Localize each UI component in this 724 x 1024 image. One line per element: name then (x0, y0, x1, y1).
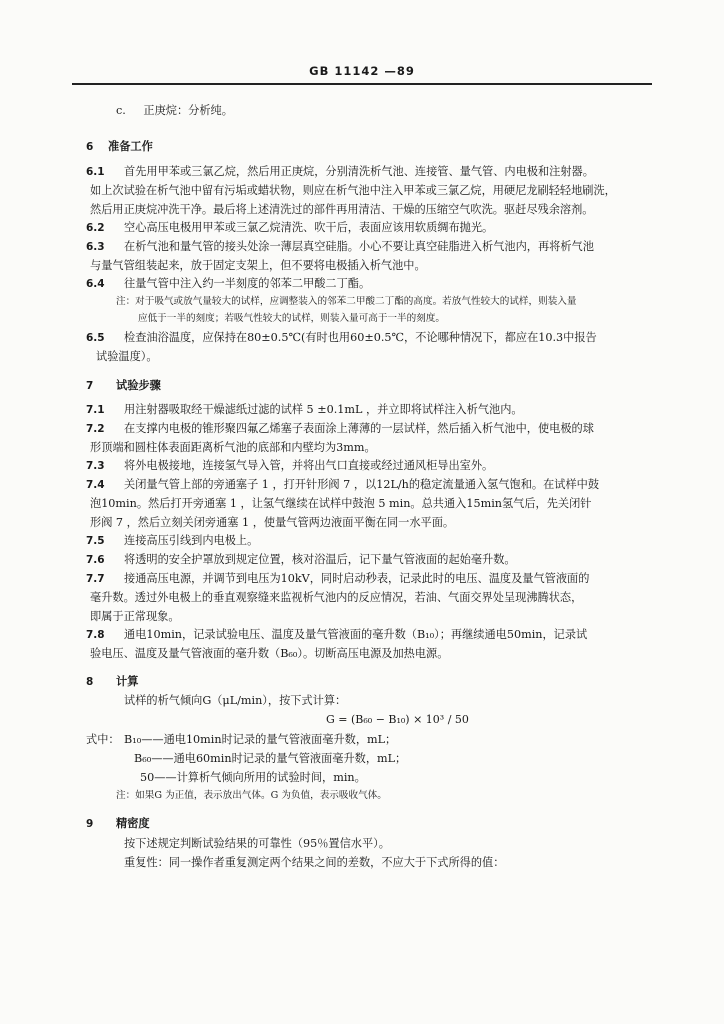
paragraph-line: 在析气池和量气管的接头处涂一薄层真空硅脂。小心不要让真空硅脂进入析气池内，再将析气池 (124, 240, 594, 253)
section-title: 计算 (116, 675, 139, 688)
clause-number: 7.2 (86, 423, 105, 435)
paragraph-line: 即属于正常现象。 (90, 610, 180, 623)
note-line: 注：如果G 为正值，表示放出气体。G 为负值，表示吸收气体。 (116, 790, 387, 801)
clause-number: 7.5 (86, 535, 105, 547)
paragraph-line: 将透明的安全护罩放到规定位置，核对浴温后，记下量气管液面的起始毫升数。 (124, 553, 516, 566)
paragraph-line: 毫升数。透过外电极上的垂直观察缝来监视析气池内的反应情况，若油、气面交界处呈现沸腾状态， (90, 591, 583, 604)
clause-number: 7.3 (86, 460, 105, 472)
list-item-c (116, 104, 233, 118)
paragraph-line: 将外电极接地，连接氢气导入管，并将出气口直接或经过通风柜导出室外。 (124, 459, 494, 472)
section-title: 精密度 (116, 817, 150, 830)
paragraph-line: 用注射器吸取经干燥滤纸过滤的试样 5 ±0.1mL ，并立即将试样注入析气池内。 (124, 403, 523, 416)
paragraph-line: 如上次试验在析气池中留有污垢或蜡状物，则应在析气池中注入甲苯或三氯乙烷，用硬尼龙刷轻轻地刷洗， (90, 184, 616, 197)
section-title: 试验步骤 (116, 379, 161, 392)
clause-number: 7.1 (86, 404, 105, 416)
paragraph-line: 首先用甲苯或三氯乙烷，然后用正庚烷，分别清洗析气池、连接管、量气管、内电极和注射器。 (124, 165, 594, 178)
paragraph-line: 形阀 7 ，然后立刻关闭旁通塞 1 ，使量气管两边液面平衡在同一水平面。 (90, 516, 455, 529)
paragraph-line: 泡10min。然后打开旁通塞 1 ，让氢气继续在试样中鼓泡 5 min。总共通入15min氢气后，先关闭针 (90, 497, 592, 510)
paragraph-line: 按下述规定判断试验结果的可靠性（95％置信水平）。 (124, 837, 390, 850)
section-number: 8 (86, 676, 94, 688)
paragraph-line: 形顶端和圆柱体表面距离析气池的底部和内壁均为3mm。 (90, 441, 376, 454)
paragraph-line: 空心高压电极用甲苯或三氯乙烷清洗、吹干后，表面应该用软质绸布抛光。 (124, 221, 494, 234)
section-title: 准备工作 (108, 140, 153, 153)
paragraph-line: 在支撑内电极的锥形聚四氟乙烯塞子表面涂上薄薄的一层试样，然后插入析气池中，使电极的球 (124, 422, 594, 435)
clause-number: 6.2 (86, 222, 105, 234)
clause-number: 7.4 (86, 479, 105, 491)
section-number: 6 (86, 141, 94, 153)
standard-code-header: GB 11142 —89 (309, 64, 415, 78)
paragraph-line: 然后用正庚烷冲洗干净。最后将上述清洗过的部件再用清洁、干燥的压缩空气吹洗。驱赶尽残余溶剂。 (90, 203, 594, 216)
list-label: c. (116, 104, 126, 117)
definition-line: 50——计算析气倾向所用的试验时间，min。 (140, 771, 366, 784)
header-rule (72, 83, 652, 85)
where-label: 式中： (86, 733, 120, 746)
clause-number: 6.3 (86, 241, 105, 253)
paragraph-line: 连接高压引线到内电极上。 (124, 534, 259, 547)
paragraph-line: 试验温度）。 (96, 350, 158, 363)
clause-number: 6.1 (86, 166, 105, 178)
list-text: 正庚烷：分析纯。 (143, 104, 233, 117)
note-line: 应低于一半的刻度；若吸气性较大的试样，则装入量可高于一半的刻度。 (138, 313, 445, 324)
definition-line: B₆₀——通电60min时记录的量气管液面毫升数，mL； (134, 752, 407, 765)
clause-number: 7.7 (86, 573, 105, 585)
clause-number: 6.5 (86, 332, 105, 344)
paragraph-line: 试样的析气倾向G（μL/min），按下式计算： (124, 694, 347, 707)
paragraph-line: 验电压、温度及量气管液面的毫升数（B₆₀）。切断高压电源及加热电源。 (90, 647, 449, 660)
clause-number: 7.6 (86, 554, 105, 566)
paragraph-line: 关闭量气管上部的旁通塞子 1 ，打开针形阀 7 ，以12L/h的稳定流量通入氢气饱和。在试样中鼓 (124, 478, 600, 491)
definition-line: B₁₀——通电10min时记录的量气管液面毫升数，mL； (124, 733, 397, 746)
clause-number: 7.8 (86, 629, 105, 641)
section-number: 9 (86, 818, 94, 830)
formula: G = (B₆₀ − B₁₀) × 10³ / 50 (326, 713, 469, 726)
paragraph-line: 通电10min，记录试验电压、温度及量气管液面的毫升数（B₁₀）；再继续通电50min，记录试 (124, 628, 588, 641)
paragraph-line: 往量气管中注入约一半刻度的邻苯二甲酸二丁酯。 (124, 277, 371, 290)
paragraph-line: 接通高压电源，并调节到电压为10kV，同时启动秒表，记录此时的电压、温度及量气管液面的 (124, 572, 590, 585)
paragraph-line: 检查油浴温度，应保持在80±0.5℃(有时也用60±0.5℃，不论哪种情况下，都应在10.3中报告 (124, 331, 597, 344)
paragraph-line: 与量气管组装起来，放于固定支架上，但不要将电极插入析气池中。 (90, 259, 426, 272)
section-number: 7 (86, 380, 94, 392)
note-line: 注：对于吸气或放气量较大的试样，应调整装入的邻苯二甲酸二丁酯的高度。若放气性较大的试样，则装入量 (116, 296, 577, 307)
paragraph-line: 重复性：同一操作者重复测定两个结果之间的差数，不应大于下式所得的值： (124, 856, 505, 869)
clause-number: 6.4 (86, 278, 105, 290)
